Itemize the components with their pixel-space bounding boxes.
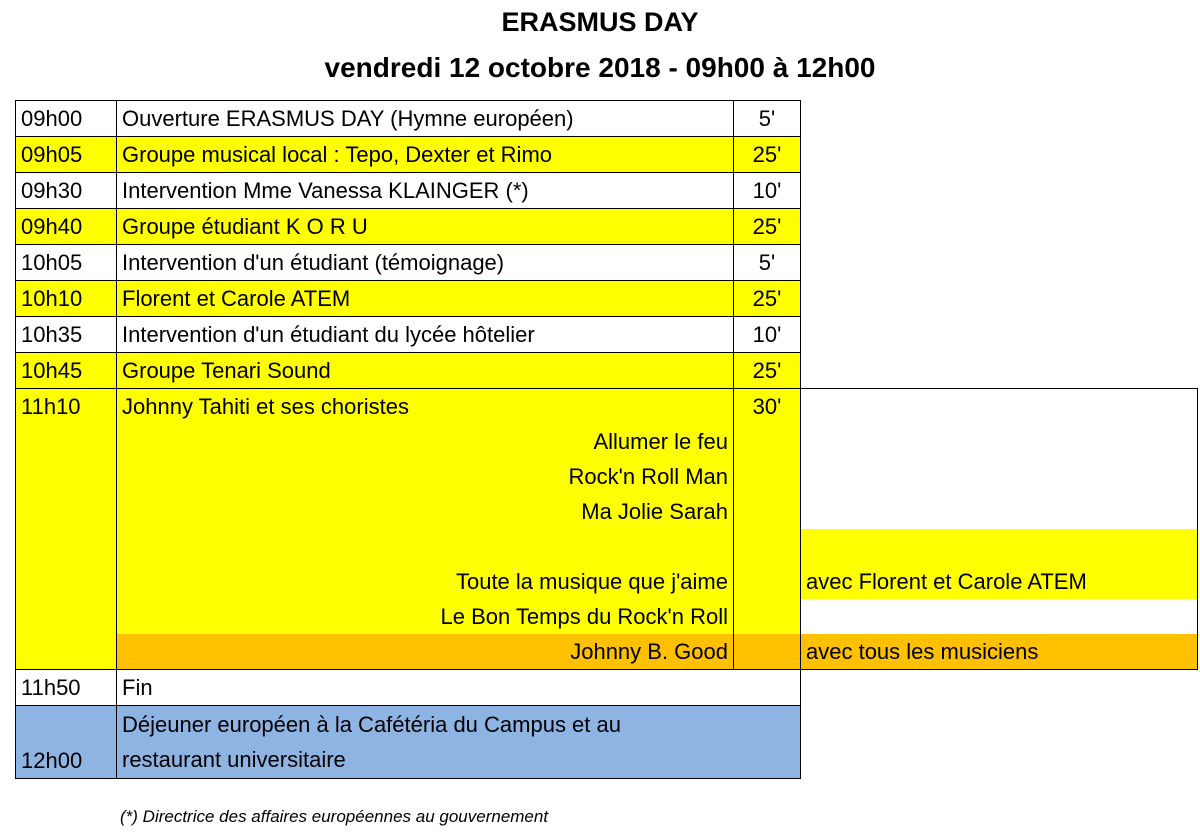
table-row: [16, 209, 1198, 245]
duration-cell: 25': [734, 137, 801, 173]
activity-cell: Fin: [117, 670, 801, 706]
table-row: [16, 137, 1198, 173]
song-title: Le Bon Temps du Rock'n Roll: [117, 599, 734, 634]
duration-cell: 30': [734, 389, 801, 425]
song-title: Allumer le feu: [117, 424, 734, 459]
activity-cell: Groupe étudiant K O R U: [117, 209, 734, 245]
activity-cell: Groupe Tenari Sound: [117, 353, 734, 389]
lunch-line-1: Déjeuner européen à la Cafétéria du Campus et au: [122, 712, 621, 737]
time-cell: 11h50: [16, 670, 117, 706]
activity-cell: Intervention Mme Vanessa KLAINGER (*): [117, 173, 734, 209]
song-title: Johnny B. Good: [117, 634, 734, 670]
table-row: [16, 529, 1198, 564]
activity-cell: Intervention d'un étudiant (témoignage): [117, 245, 734, 281]
table-row: [16, 494, 1198, 529]
table-row: [16, 353, 1198, 389]
time-cell: 09h00: [16, 101, 117, 137]
table-row: [16, 101, 1198, 137]
note-cell: [801, 389, 1198, 425]
table-row: [16, 599, 1198, 634]
table-row: [16, 634, 1198, 670]
table-row: [16, 564, 1198, 599]
note-florent: avec Florent et Carole ATEM: [801, 564, 1198, 599]
table-row: [16, 245, 1198, 281]
table-row: [16, 670, 1198, 706]
note-all: avec tous les musiciens: [801, 634, 1198, 670]
page-title: ERASMUS DAY: [501, 7, 699, 37]
activity-cell: Florent et Carole ATEM: [117, 281, 734, 317]
song-title: Toute la musique que j'aime: [117, 564, 734, 599]
duration-cell: 25': [734, 281, 801, 317]
table-row: [16, 706, 1198, 779]
table-row: [16, 424, 1198, 459]
time-cell: 09h40: [16, 209, 117, 245]
song-title: Rock'n Roll Man: [117, 459, 734, 494]
duration-cell: 10': [734, 173, 801, 209]
activity-cell: Intervention d'un étudiant du lycée hôtelier: [117, 317, 734, 353]
time-cell: 10h10: [16, 281, 117, 317]
song-title: Ma Jolie Sarah: [117, 494, 734, 529]
time-cell: 10h45: [16, 353, 117, 389]
duration-cell: 25': [734, 209, 801, 245]
time-cell: 09h05: [16, 137, 117, 173]
time-cell: 12h00: [16, 706, 117, 779]
activity-cell: [117, 706, 801, 779]
duration-cell: 25': [734, 353, 801, 389]
activity-cell: Ouverture ERASMUS DAY (Hymne européen): [117, 101, 734, 137]
table-row: [16, 389, 1198, 425]
time-cell: 10h35: [16, 317, 117, 353]
lunch-line-2: restaurant universitaire: [122, 747, 346, 772]
table-row: [16, 173, 1198, 209]
duration-cell: 10': [734, 317, 801, 353]
schedule-table: [15, 100, 1198, 779]
activity-cell: Groupe musical local : Tepo, Dexter et Rimo: [117, 137, 734, 173]
table-row: [16, 459, 1198, 494]
time-cell: 11h10: [16, 389, 117, 425]
song-title: [117, 529, 734, 564]
table-row: [16, 317, 1198, 353]
footnote: (*) Directrice des affaires européennes au gouvernement: [120, 807, 549, 826]
page-subtitle: vendredi 12 octobre 2018 - 09h00 à 12h00: [324, 52, 876, 83]
duration-cell: 5': [734, 245, 801, 281]
time-cell: 09h30: [16, 173, 117, 209]
activity-cell: Johnny Tahiti et ses choristes: [117, 389, 734, 425]
time-cell: 10h05: [16, 245, 117, 281]
table-row: [16, 281, 1198, 317]
duration-cell: 5': [734, 101, 801, 137]
